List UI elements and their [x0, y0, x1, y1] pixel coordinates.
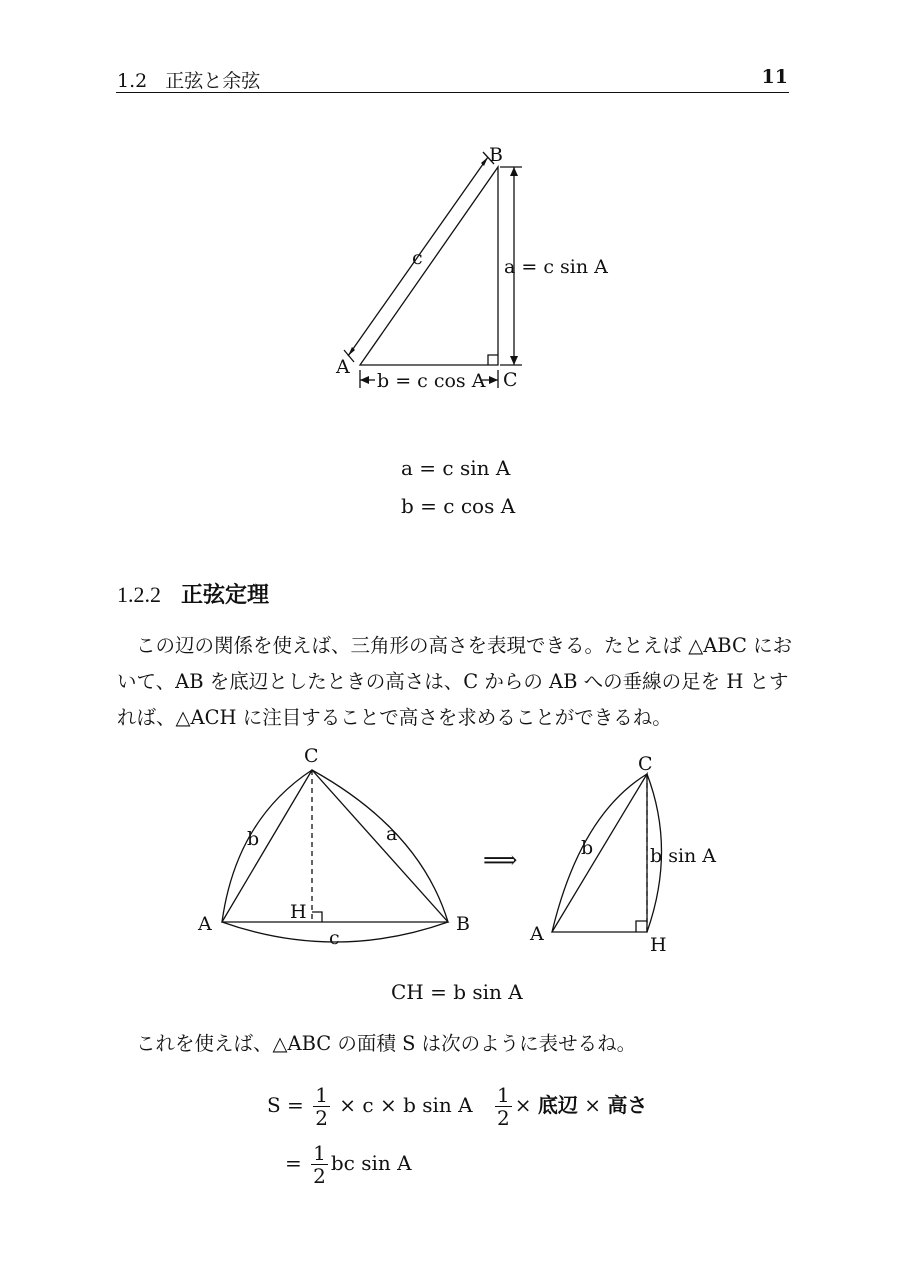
header-section-number: 1.2	[117, 70, 148, 92]
figure-height-triangle	[0, 740, 904, 970]
right-triangle-ach	[552, 774, 647, 932]
side-label-c: c	[412, 247, 423, 269]
left-label-h: H	[290, 901, 307, 923]
area-rhs1: × c × b sin A	[339, 1093, 473, 1117]
left-label-c-vertex: C	[304, 745, 319, 767]
left-label-b-side: b	[247, 828, 260, 850]
vertex-label-a: A	[336, 356, 350, 378]
paragraph-2	[117, 1026, 793, 1062]
area-equation-line1	[267, 1084, 473, 1129]
side-label-b: b = c cos A	[377, 370, 486, 392]
vertex-label-c: C	[503, 369, 518, 391]
running-header	[117, 66, 260, 93]
area-eq2: =	[285, 1151, 302, 1175]
right-right-angle-mark	[636, 921, 647, 932]
left-label-b-vertex: B	[456, 913, 470, 935]
section-heading	[117, 578, 269, 609]
equation-a-csina: a = c sin A	[401, 456, 511, 480]
paragraph-2-text: これを使えば、△ABC の面積 S は次のように表せるね。	[136, 1032, 637, 1055]
triangle-abc	[360, 167, 498, 365]
right-angle-mark	[488, 355, 498, 365]
equation-b-ccosa: b = c cos A	[401, 494, 516, 518]
equation-ch: CH = b sin A	[391, 980, 523, 1004]
right-label-b-side: b	[581, 837, 594, 859]
left-right-angle-mark	[312, 912, 322, 922]
fraction-half-2: $\frac{1}{2}$	[313, 1141, 326, 1188]
right-label-bsina: b sin A	[650, 845, 717, 867]
side-label-a: a = c sin A	[504, 256, 608, 278]
right-label-c-vertex: C	[638, 753, 653, 775]
area-lhs: S =	[267, 1093, 304, 1117]
implies-arrow: ⟹	[483, 846, 518, 874]
header-section-title: 正弦と余弦	[165, 70, 261, 92]
right-label-h: H	[650, 934, 667, 956]
section-title: 正弦定理	[181, 583, 270, 608]
note-height: 高さ	[607, 1093, 648, 1117]
fraction-half: $\frac{1}{2}$	[315, 1083, 328, 1130]
fraction-half-note: $\frac{1}{2}$	[497, 1083, 510, 1130]
area-equation-line2	[285, 1142, 412, 1187]
left-label-c-side: c	[329, 927, 340, 949]
paragraph-1-text: この辺の関係を使えば、三角形の高さを表現できる。たとえば △ABC において、AB を底辺としたときの高さは、C からの AB への垂線の足を H とすれば、△ACH に注目することで高さを求めることができるね。	[117, 634, 793, 729]
note-base: 底辺	[537, 1093, 578, 1117]
vertex-label-b: B	[489, 144, 503, 166]
area-note: $\frac{1}{2}$ × 底辺 × 高さ	[497, 1083, 648, 1130]
header-rule	[116, 92, 789, 93]
page-number: 11	[761, 66, 788, 88]
right-label-a-vertex: A	[530, 923, 544, 945]
left-label-a-side: a	[386, 823, 398, 845]
section-number: 1.2.2	[117, 582, 161, 607]
area-rhs2: bc sin A	[330, 1151, 412, 1175]
figure-right-triangle	[0, 130, 904, 550]
left-label-a-vertex: A	[198, 913, 212, 935]
paragraph-1	[117, 628, 793, 736]
